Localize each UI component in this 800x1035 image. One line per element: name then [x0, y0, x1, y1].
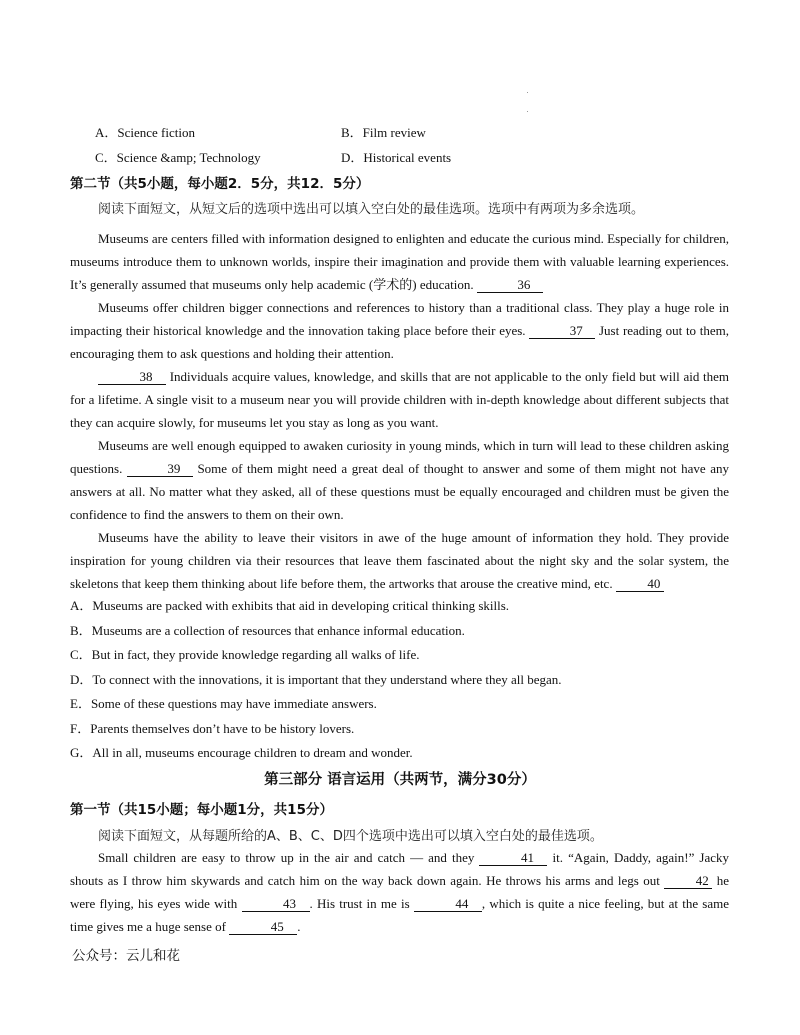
choice-c: C．But in fact, they provide knowledge regarding all walks of life.: [70, 647, 420, 662]
section2-heading: 第二节（共5小题，每小题2．5分，共12．5分）: [70, 176, 370, 192]
part3-instruction: 阅读下面短文，从每题所给的A、B、C、D四个选项中选出可以填入空白处的最佳选项。: [98, 829, 603, 844]
option-row-cd: [95, 147, 452, 166]
choice-f: F．Parents themselves don’t have to be history lovers.: [70, 720, 355, 736]
footer-wechat: 公众号：云儿和花: [72, 948, 180, 964]
passage-museums: [70, 227, 729, 595]
choice-g: G．All in all, museums encourage children to dream and wonder.: [70, 745, 413, 760]
paragraph-2: Museums offer children bigger connections and references to history than a traditional class. They play a huge role in impacting their historical knowledge and the innovation taking place before their eyes. 37 Just reading out to them, encouraging them to ask questions and holding their attention.: [70, 300, 730, 361]
option-d: D．Historical events: [341, 150, 452, 165]
option-row-ab: [95, 122, 426, 141]
blank-45[interactable]: 45: [229, 920, 297, 935]
passage-cloze: [70, 846, 729, 938]
blank-40[interactable]: 40: [616, 577, 664, 592]
choices-list: [70, 594, 562, 766]
blank-39[interactable]: 39: [127, 462, 193, 477]
paragraph-1: Museums are centers filled with information designed to enlighten and educate the curious mind. Especially for children, museums introduce them to unknown worlds, inspire their imagination and provide them with valuable learning experiences. It’s generally assumed that museums only help academic (学术的) education. 36: [70, 231, 729, 292]
part3-heading: 第三部分 语言运用（共两节，满分30分）: [264, 772, 536, 788]
paragraph-3: 38 Individuals acquire values, knowledge, and skills that are not applicable to the only field but will aid them for a lifetime. A single visit to a museum near you will provide children with in-depth knowledge about different subjects that they can acquire slowly, for museums let you stay as long as you want.: [70, 369, 730, 430]
blank-41[interactable]: 41: [479, 851, 547, 866]
paragraph-5: Museums have the ability to leave their visitors in awe of the huge amount of information they hold. They provide inspiration for young children via their resources that leave them fascinated about the night sky and the solar system, the skeletons that keep them thinking about life before them, the artworks that arouse the creative mind, etc. 40: [70, 530, 729, 591]
blank-42[interactable]: 42: [664, 874, 712, 889]
choice-d: D．To connect with the innovations, it is important that they understand where they all began.: [70, 671, 562, 687]
page-marks: [527, 92, 531, 116]
blank-44[interactable]: 44: [414, 897, 482, 912]
blank-38[interactable]: 38: [98, 370, 166, 385]
option-a: A．Science fiction: [95, 125, 195, 140]
cloze-paragraph: Small children are easy to throw up in the air and catch — and they 41 it. “Again, Daddy, again!” Jacky shouts as I throw him skywards and catch him on the way back down again. He throws his arms and legs out 42 he were flying, his eyes wide with 43 . His trust in me is 44 , which is quite a nice feeling, but at the same time gives me a huge sense of 45 .: [70, 850, 730, 934]
blank-36[interactable]: 36: [477, 278, 543, 293]
paragraph-4: Museums are well enough equipped to awaken curiosity in young minds, which in turn will lead to these children asking questions. 39 Some of them might need a great deal of thought to answer and some of them might not have any answers at all. No matter what they asked, all of these questions must be equally encouraged and children must be given the confidence to find the answers to them on their own.: [70, 438, 729, 522]
blank-43[interactable]: 43: [242, 897, 310, 912]
option-b: B．Film review: [341, 125, 426, 140]
part3-section1-heading: 第一节（共15小题；每小题1分，共15分）: [70, 802, 333, 818]
choice-a: A．Museums are packed with exhibits that aid in developing critical thinking skills.: [70, 598, 510, 613]
blank-37[interactable]: 37: [529, 324, 595, 339]
choice-b: B．Museums are a collection of resources that enhance informal education.: [70, 622, 465, 638]
choice-e: E．Some of these questions may have immediate answers.: [70, 696, 377, 711]
option-c: C．Science &amp; Technology: [95, 150, 261, 165]
section2-instruction: 阅读下面短文，从短文后的选项中选出可以填入空白处的最佳选项。选项中有两项为多余选项。: [98, 202, 645, 217]
